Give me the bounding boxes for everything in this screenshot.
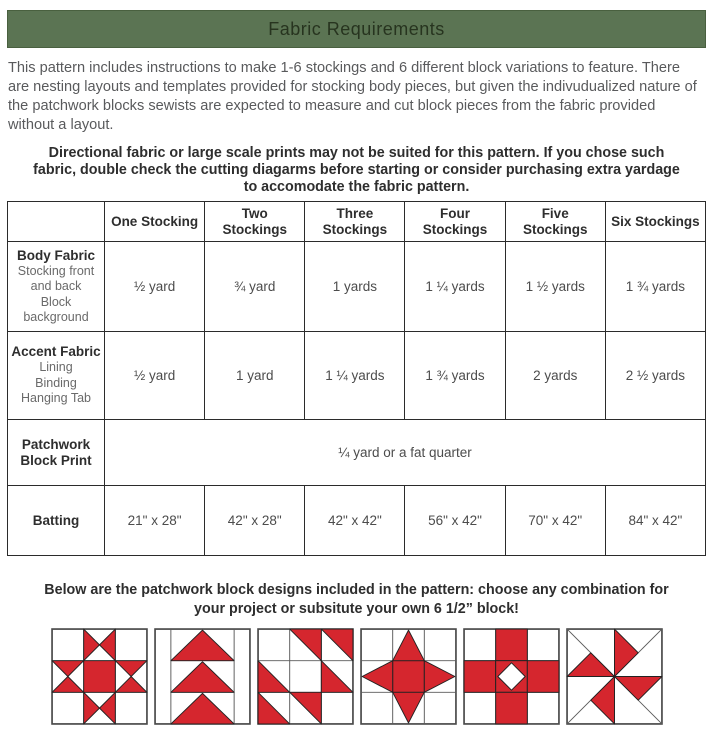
- table-row-patchwork-block-print: [8, 420, 706, 486]
- table-cell: 1 yards: [305, 242, 405, 332]
- diamond-cross-block-icon: [463, 628, 560, 725]
- table-row-body-fabric: [8, 242, 706, 332]
- directional-fabric-warning: Directional fabric or large scale prints may not be suited for this pattern. If you chose such fabric, double check the cutting diagarms before starting or consider purchasing extra yardage to accomodate the fabric pattern.: [33, 145, 680, 195]
- quilt-block-gallery: [0, 628, 713, 725]
- row-header-accent-fabric: [8, 332, 105, 420]
- table-cell: 84" x 42": [605, 486, 705, 556]
- row-sublabel: Hanging Tab: [21, 391, 91, 406]
- row-sublabel: Stocking front: [17, 263, 95, 278]
- sawtooth-star-block-icon: [360, 628, 457, 725]
- table-row-batting: [8, 486, 706, 556]
- table-cell: 1 yard: [205, 332, 305, 420]
- row-header-batting: [8, 486, 105, 556]
- row-label: Body Fabric: [16, 247, 95, 263]
- table-cell: 42" x 28": [205, 486, 305, 556]
- table-cell: ½ yard: [105, 332, 205, 420]
- double-pinwheel-block-icon: [566, 628, 663, 725]
- column-header-three-stockings: Three Stockings: [305, 202, 405, 242]
- ohio-star-block-icon: [51, 628, 148, 725]
- row-header-patchwork: [8, 420, 105, 486]
- table-header-row: [8, 202, 706, 242]
- table-cell: 70" x 42": [505, 486, 605, 556]
- table-cell: ½ yard: [105, 242, 205, 332]
- row-sublabel: Lining: [39, 360, 73, 375]
- section-header: [7, 10, 706, 48]
- row-sublabel: Block: [40, 294, 72, 309]
- intro-paragraph: This pattern includes instructions to make 1-6 stockings and 6 different block variations to feature. There are nesting layouts and templates provided for stocking body pieces, but given the indivudualized nature of the patchwork blocks sewists are expected to measure and cut block pieces from the fabric provided without a layout.: [8, 60, 697, 133]
- row-sublabel: background: [23, 310, 89, 324]
- table-cell: 42" x 42": [305, 486, 405, 556]
- row-header-body-fabric: [8, 242, 105, 332]
- table-cell: ¾ yard: [205, 242, 305, 332]
- page-title: Fabric Requirements: [268, 18, 445, 39]
- table-cell: 1 ¼ yards: [405, 242, 505, 332]
- seesaw-block-icon: [257, 628, 354, 725]
- row-sublabel: and back: [30, 279, 82, 293]
- row-label: Accent Fabric: [11, 344, 101, 360]
- row-label: Batting: [32, 512, 80, 528]
- column-header-two-stockings: Two Stockings: [205, 202, 305, 242]
- table-cell-merged: ¼ yard or a fat quarter: [105, 420, 706, 486]
- column-header-one-stocking: One Stocking: [105, 202, 205, 242]
- table-cell: 2 yards: [505, 332, 605, 420]
- fabric-requirements-page: [0, 10, 713, 748]
- table-row-accent-fabric: [8, 332, 706, 420]
- column-header-four-stockings: Four Stockings: [405, 202, 505, 242]
- column-header-six-stockings: Six Stockings: [605, 202, 705, 242]
- column-header-five-stockings: Five Stockings: [505, 202, 605, 242]
- table-corner-cell: [8, 202, 105, 242]
- row-label: Patchwork Block Print: [20, 436, 92, 468]
- table-cell: 2 ½ yards: [605, 332, 705, 420]
- table-cell: 56" x 42": [405, 486, 505, 556]
- table-cell: 1 ¾ yards: [605, 242, 705, 332]
- tall-geese-block-icon: [154, 628, 251, 725]
- table-cell: 1 ¼ yards: [305, 332, 405, 420]
- table-cell: 1 ¾ yards: [405, 332, 505, 420]
- table-cell: 1 ½ yards: [505, 242, 605, 332]
- table-cell: 21" x 28": [105, 486, 205, 556]
- block-designs-note: Below are the patchwork block designs included in the pattern: choose any combination for your project or subsitute your own 6 1/2” block!: [44, 582, 669, 617]
- row-sublabel: Binding: [35, 375, 77, 390]
- fabric-requirements-table: [7, 201, 706, 556]
